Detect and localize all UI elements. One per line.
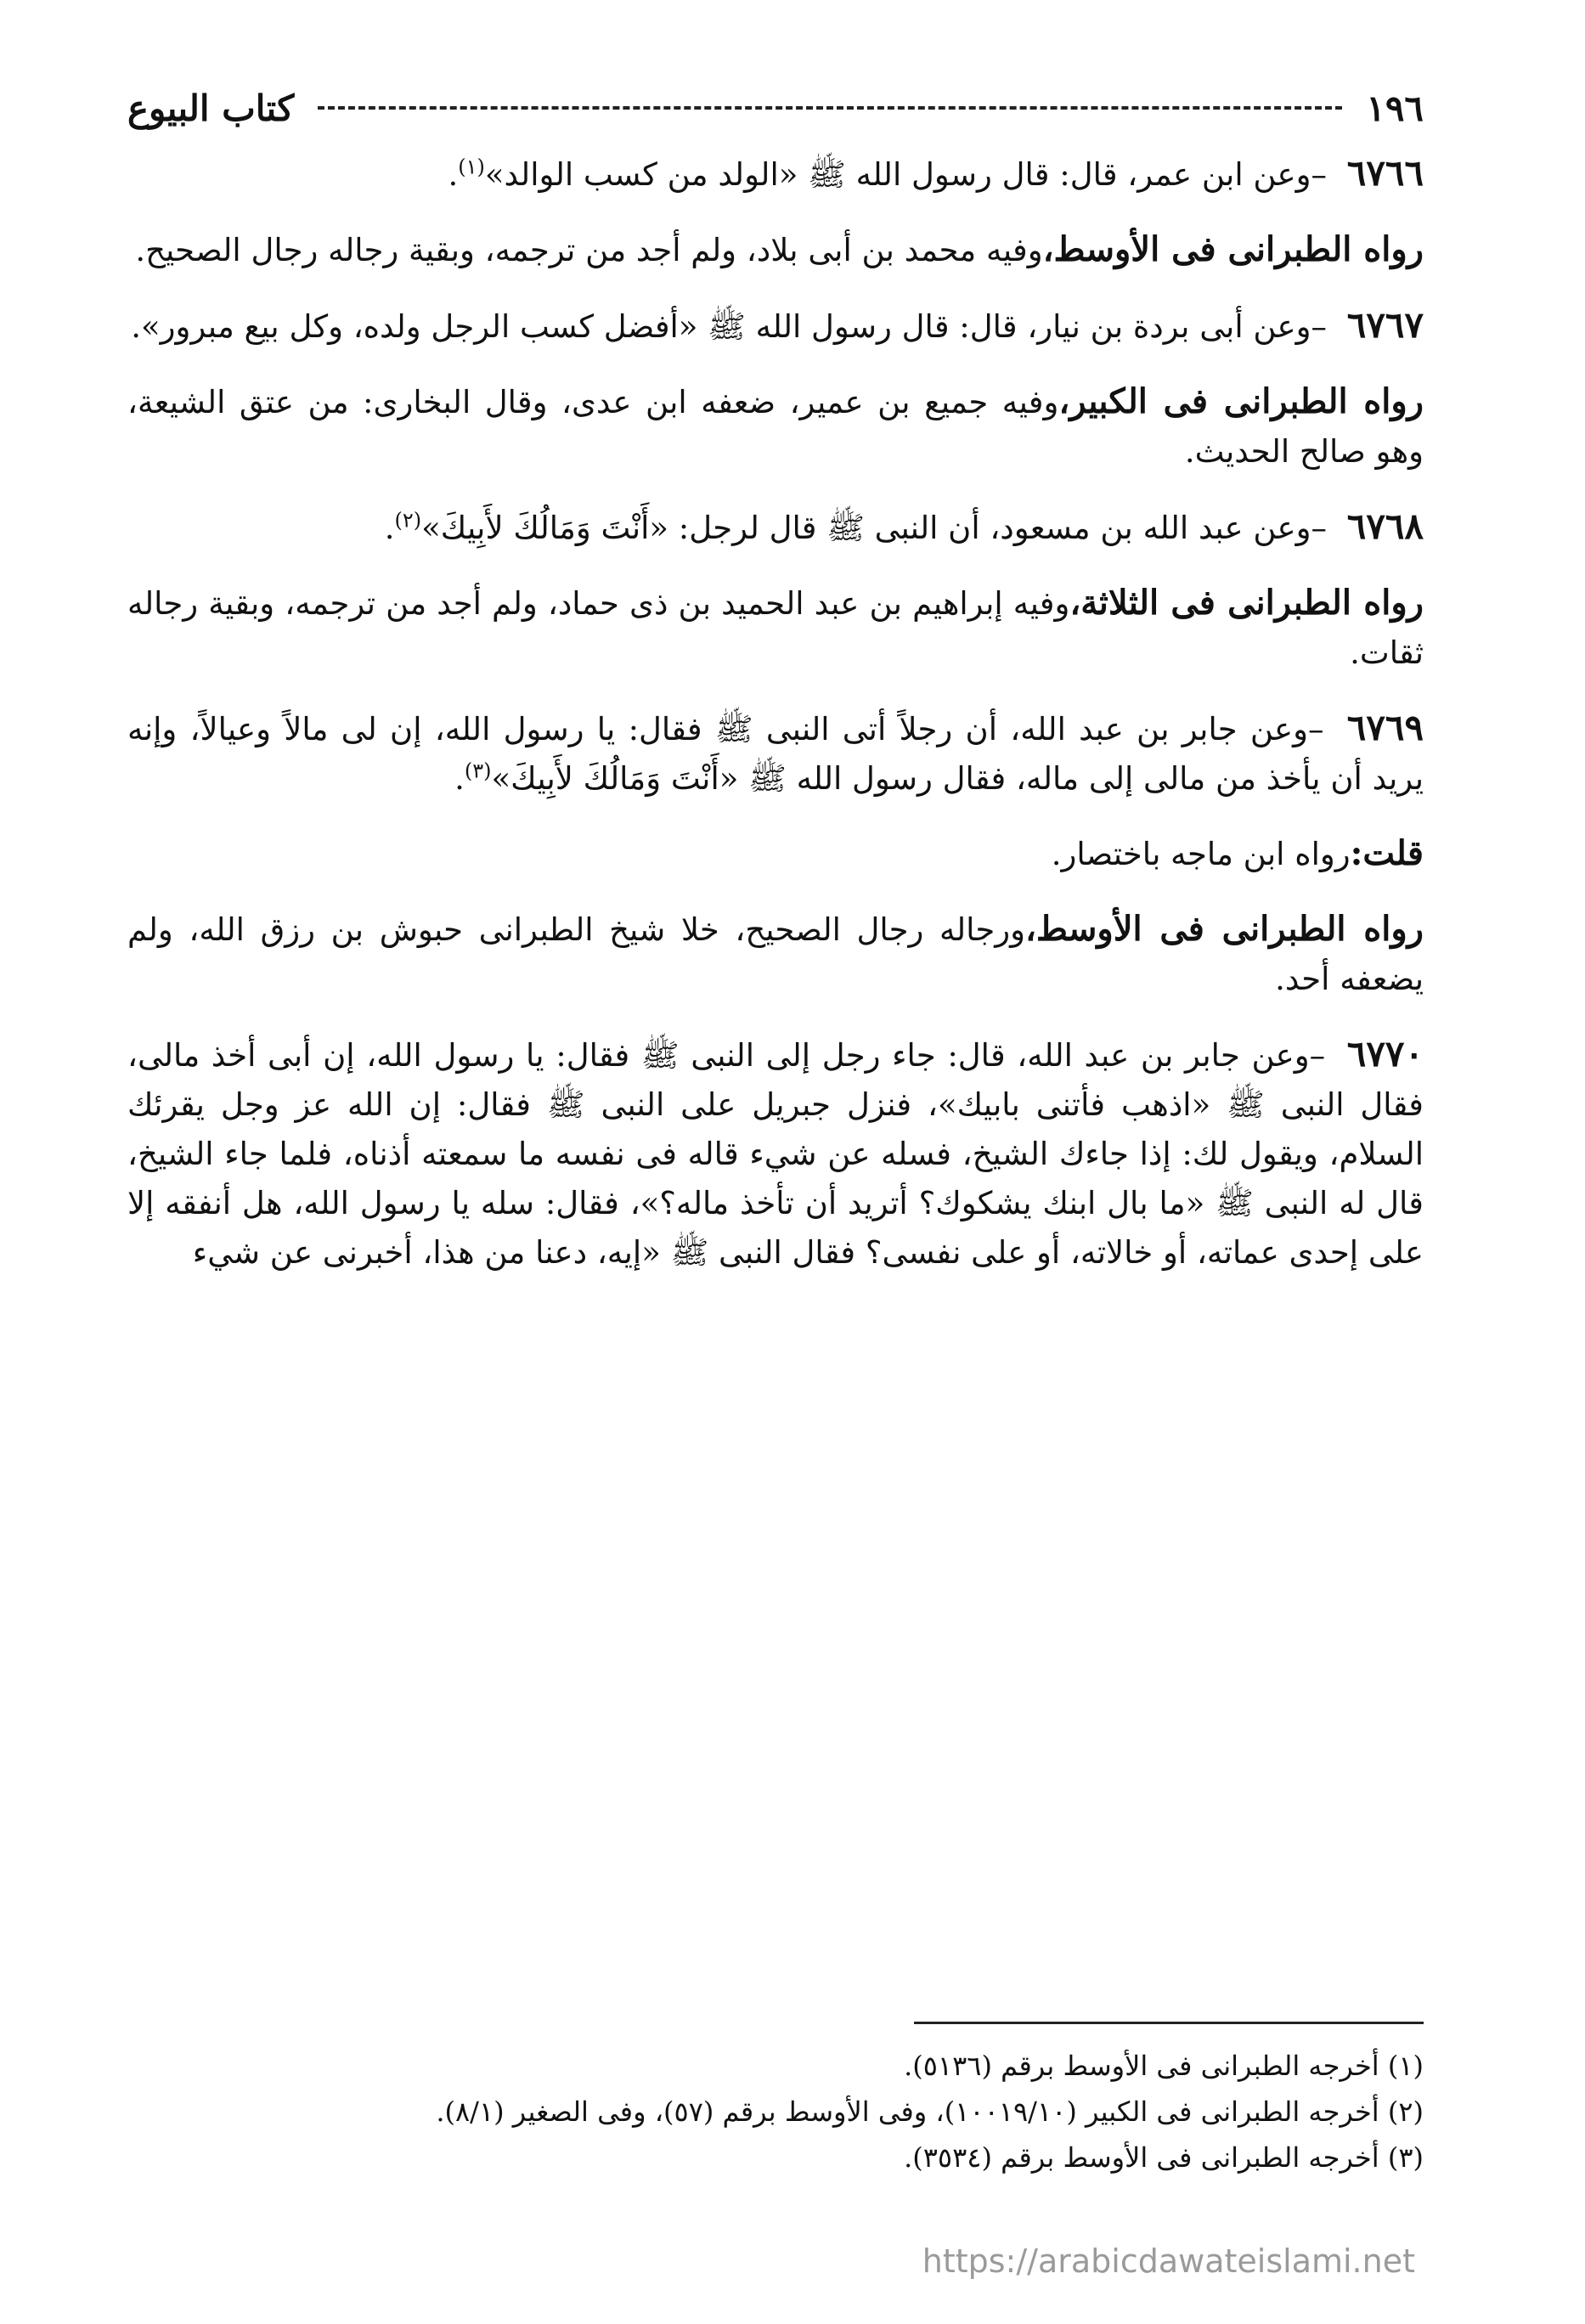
end-punct: . — [448, 156, 459, 193]
source-label: رواه الطبرانى فى الأوسط، — [1042, 229, 1424, 269]
source-text: ورجاله رجال الصحيح، خلا شيخ الطبرانى حبوش بن رزق الله، ولم يضعفه أحد. — [127, 911, 1424, 997]
footnote-ref: (١) — [458, 155, 485, 179]
book-title: كتاب البيوع — [127, 87, 295, 129]
hadith-number: ٦٧٦٧ — [1346, 304, 1424, 346]
source-text: وفيه جميع بن عمير، ضعفه ابن عدى، وقال البخارى: من عتق الشيعة، وهو صالح الحديث. — [127, 384, 1424, 470]
note-text: رواه ابن ماجه باختصار. — [1051, 836, 1351, 872]
footnotes — [127, 2043, 1424, 2180]
footnote: (١) أخرجه الطبرانى فى الأوسط برقم (٥١٣٦). — [904, 2050, 1424, 2082]
hadith-text: –وعن ابن عمر، قال: قال رسول الله ﷺ «الولد من كسب الوالد» — [484, 156, 1337, 193]
hadith-text: –وعن جابر بن عبد الله، أن رجلاً أتى النبى ﷺ فقال: يا رسول الله، إن لى مالاً وعيالاً، وإنه يريد أن يأخذ من مالى إلى ماله، فقال رسول الله ﷺ «أَنْتَ وَمَالُكَ لأَبِيكَ» — [127, 711, 1424, 797]
hadith-paragraph — [127, 1029, 1424, 1278]
hadith-paragraph — [127, 703, 1424, 804]
source-label: رواه الطبرانى فى الثلاثة، — [1069, 583, 1424, 623]
hadith-text: –وعن عبد الله بن مسعود، أن النبى ﷺ قال لرجل: «أَنْتَ وَمَالُكَ لأَبِيكَ» — [421, 510, 1337, 546]
source-label: رواه الطبرانى فى الأوسط، — [1025, 909, 1424, 949]
source-paragraph — [127, 905, 1424, 1004]
page-number: ١٩٦ — [1366, 87, 1424, 129]
page-header — [127, 78, 1424, 138]
footnote-ref: (٢) — [394, 508, 422, 533]
footnote-separator — [914, 2022, 1424, 2024]
end-punct: . — [384, 510, 395, 546]
hadith-text: –وعن أبى بردة بن نيار، قال: قال رسول الله ﷺ «أفضل كسب الرجل ولده، وكل بيع مبرور». — [131, 308, 1337, 345]
source-label: رواه الطبرانى فى الكبير، — [1058, 381, 1424, 421]
note-label: قلت: — [1350, 833, 1424, 873]
source-text: وفيه محمد بن أبى بلاد، ولم أجد من ترجمه، وبقية رجاله رجال الصحيح. — [135, 232, 1043, 268]
source-paragraph — [127, 578, 1424, 678]
hadith-paragraph — [127, 149, 1424, 200]
source-paragraph — [127, 225, 1424, 275]
hadith-text: –وعن جابر بن عبد الله، قال: جاء رجل إلى النبى ﷺ فقال: يا رسول الله، إن أبى أخذ مالى، فقال النبى ﷺ «اذهب فأتنى بابيك»، فنزل جبريل على النبى ﷺ فقال: إن الله عز وجل يقرئك السلام، ويقول لك: إذا جاءك الشيخ، فسله عن شيء قاله فى نفسه ما سمعته أذناه، فلما جاء الشيخ، قال له النبى ﷺ «ما بال ابنك يشكوك؟ أتريد أن تأخذ ماله؟»، فقال: سله يا رسول الله، هل أنفقه إلا على إحدى عماته، أو خالاته، أو على نفسى؟ فقال النبى ﷺ «إيه، دعنا من هذا، أخبرنى عن شيء — [127, 1037, 1424, 1271]
main-text — [127, 149, 1424, 1303]
hadith-number: ٦٧٧٠ — [1346, 1033, 1424, 1075]
hadith-number: ٦٧٦٩ — [1346, 707, 1424, 748]
source-paragraph — [127, 377, 1424, 477]
footnote: (٢) أخرجه الطبرانى فى الكبير (١٠٠١٩/١٠)، وفى الأوسط برقم (٥٧)، وفى الصغير (٨/١). — [436, 2096, 1424, 2128]
watermark-url: https://arabicdawateislami.net — [922, 2242, 1415, 2280]
source-text: وفيه إبراهيم بن عبد الحميد بن ذى حماد، ولم أجد من ترجمه، وبقية رجاله ثقات. — [127, 585, 1424, 671]
end-punct: . — [454, 760, 465, 797]
footnote: (٣) أخرجه الطبرانى فى الأوسط برقم (٣٥٣٤). — [904, 2141, 1424, 2174]
hadith-paragraph — [127, 301, 1424, 352]
hadith-number: ٦٧٦٦ — [1346, 152, 1424, 194]
hadith-paragraph — [127, 502, 1424, 553]
header-rule — [318, 106, 1342, 110]
hadith-number: ٦٧٦٨ — [1346, 505, 1424, 547]
note-paragraph — [127, 829, 1424, 879]
footnote-ref: (٣) — [464, 759, 492, 783]
